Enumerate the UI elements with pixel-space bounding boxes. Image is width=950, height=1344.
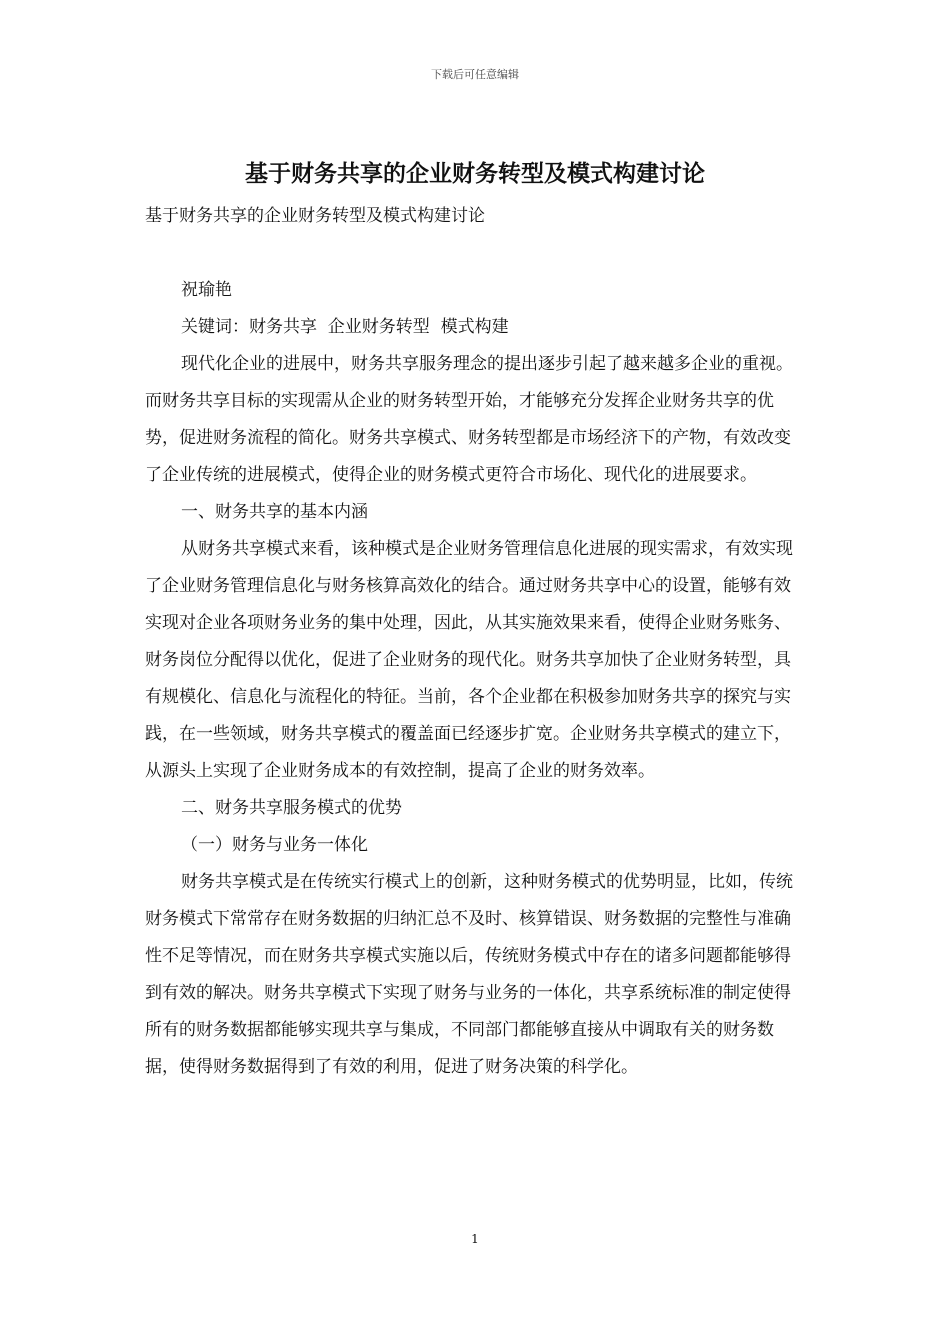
author-name: 祝瑜艳 — [181, 280, 232, 300]
keywords-line: 关键词：财务共享 企业财务转型 模式构建 — [181, 317, 509, 337]
page-number: 1 — [471, 1232, 479, 1246]
document-subtitle: 基于财务共享的企业财务转型及模式构建讨论 — [145, 206, 485, 226]
section-2-1-paragraph: 财务共享模式是在传统实行模式上的创新，这种财务模式的优势明显，比如，传统财务模式下常常存在财务数据的归纳汇总不及时、核算错误、财务数据的完整性与准确性不足等情况，而在财务共享模式实施以后，传统财务模式中存在的诸多问题都能够得到有效的解决。财务共享模式下实现了财务与业务的一体化，共享系统标准的制定使得所有的财务数据都能够实现共享与集成，不同部门都能够直接从中调取有关的财务数据，使得财务数据得到了有效的利用，促进了财务决策的科学化。 — [145, 872, 793, 1077]
document-title: 基于财务共享的企业财务转型及模式构建讨论 — [245, 160, 705, 187]
page-header: 下载后可任意编辑 — [431, 68, 519, 81]
document-body — [145, 198, 807, 1086]
section-heading-1: 一、财务共享的基本内涵 — [181, 502, 368, 522]
subsection-heading-2-1: （一）财务与业务一体化 — [181, 835, 368, 855]
section-heading-2: 二、财务共享服务模式的优势 — [181, 798, 402, 818]
blank-line — [145, 235, 807, 272]
intro-paragraph: 现代化企业的进展中，财务共享服务理念的提出逐步引起了越来越多企业的重视。而财务共享目标的实现需从企业的财务转型开始，才能够充分发挥企业财务共享的优势，促进财务流程的简化。财务共享模式、财务转型都是市场经济下的产物，有效改变了企业传统的进展模式，使得企业的财务模式更符合市场化、现代化的进展要求。 — [145, 354, 793, 485]
section-1-paragraph: 从财务共享模式来看，该种模式是企业财务管理信息化进展的现实需求，有效实现了企业财务管理信息化与财务核算高效化的结合。通过财务共享中心的设置，能够有效实现对企业各项财务业务的集中处理，因此，从其实施效果来看，使得企业财务账务、财务岗位分配得以优化，促进了企业财务的现代化。财务共享加快了企业财务转型，具有规模化、信息化与流程化的特征。当前，各个企业都在积极参加财务共享的探究与实践，在一些领域，财务共享模式的覆盖面已经逐步扩宽。企业财务共享模式的建立下，从源头上实现了企业财务成本的有效控制，提高了企业的财务效率。 — [145, 539, 793, 781]
